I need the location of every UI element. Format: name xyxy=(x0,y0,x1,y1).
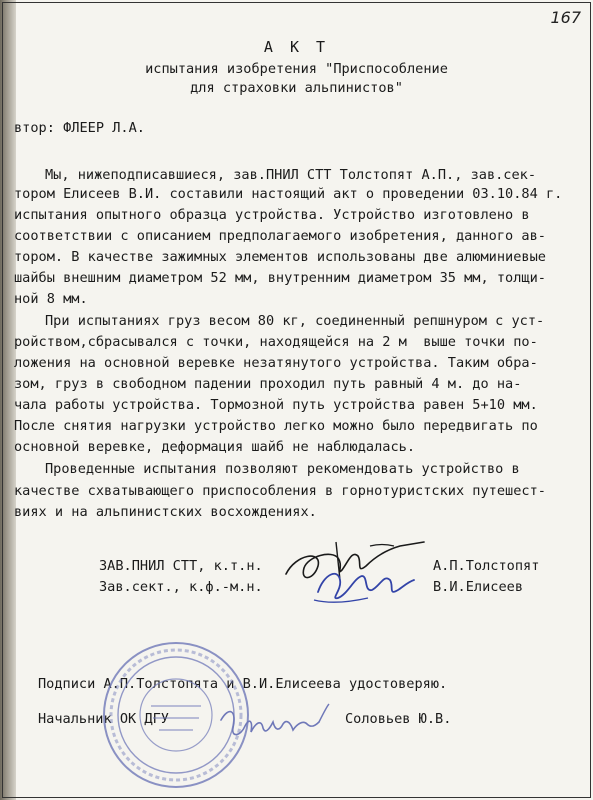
signatory-name-1: А.П.Толстопят xyxy=(433,558,540,574)
body-line: ройством,сбрасывался с точки, находящейся на 2 м выше точки по- xyxy=(14,334,538,350)
body-line: ной 8 мм. xyxy=(14,291,88,307)
chief-name: Соловьев Ю.В. xyxy=(345,711,452,727)
subtitle-line-1: испытания изобретения "Приспособление xyxy=(145,61,448,77)
body-line: тором Елисеев В.И. составили настоящий акт о проведении 03.10.84 г. xyxy=(14,186,563,202)
chief-position: Начальник ОК ДГУ xyxy=(38,711,169,727)
body-line: соответствии с описанием предполагаемого изобретения, данного ав- xyxy=(14,228,546,244)
signatory-title-2: Зав.сект., к.ф.-м.н. xyxy=(99,579,263,595)
certification-text: Подписи А.П.Толстопята и В.И.Елисеева удостоверяю. xyxy=(38,676,448,692)
body-line: чала работы устройства. Тормозной путь устройства равен 5+10 мм. xyxy=(14,397,538,413)
body-line: основной веревке, деформация шайб не наблюдалась. xyxy=(14,439,416,455)
body-line: Проведенные испытания позволяют рекомендовать устройство в xyxy=(45,461,520,477)
body-line: Мы, нижеподписавшиеся, зав.ПНИЛ СТТ Толстопят А.П., зав.сек- xyxy=(45,167,537,183)
body-line: качестве схватывающего приспособления в горнотуристских путешест- xyxy=(14,483,546,499)
signatory-name-2: В.И.Елисеев xyxy=(433,579,524,595)
author-line: втор: ФЛЕЕР Л.А. xyxy=(14,120,145,136)
body-line: ложения на основной веревке незатянутого устройства. Таким обра- xyxy=(14,355,538,371)
body-line: После снятия нагрузки устройство легко можно было передвигать по xyxy=(14,418,538,434)
body-line: виях и на альпинистских восхождениях. xyxy=(14,504,317,520)
body-line: шайбы внешним диаметром 52 мм, внутренним диаметром 35 мм, толщи- xyxy=(14,270,546,286)
signatory-title-1: ЗАВ.ПНИЛ СТТ, к.т.н. xyxy=(99,558,263,574)
signature-solovyev xyxy=(215,700,345,750)
body-line: При испытаниях груз весом 80 кг, соединенный репшнуром с уст- xyxy=(45,313,545,329)
folio-number: 167 xyxy=(550,8,581,27)
body-line: испытания опытного образца устройства. Устройство изготовлено в xyxy=(14,207,530,223)
body-line: тором. В качестве зажимных элементов использованы две алюминиевые xyxy=(14,249,546,265)
body-line: зом, груз в свободном падении проходил путь равный 4 м. до на- xyxy=(14,376,522,392)
document-title: А К Т xyxy=(263,38,330,56)
signature-eliseev xyxy=(310,560,420,610)
subtitle-line-2: для страховки альпинистов" xyxy=(190,80,403,96)
